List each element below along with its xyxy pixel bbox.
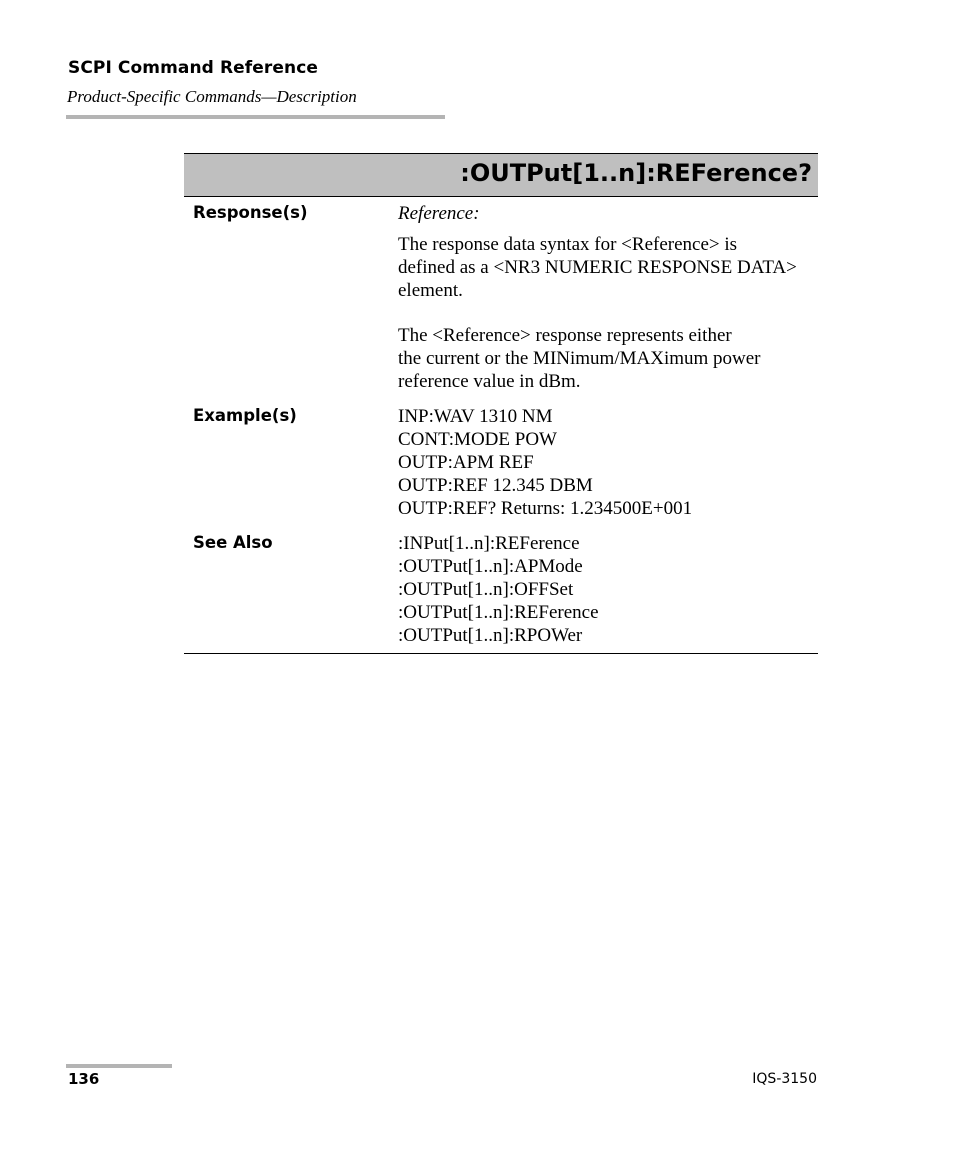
response-text-line: reference value in dBm. [398,371,581,392]
response-text-line: element. [398,280,463,301]
page-number: 136 [68,1070,100,1088]
see-also-link: :OUTPut[1..n]:RPOWer [398,625,583,646]
response-label: Response(s) [193,203,308,222]
see-also-link: :OUTPut[1..n]:REFerence [398,602,599,623]
response-text-line: The <Reference> response represents either [398,325,732,346]
command-title: :OUTPut[1..n]:REFerence? [460,159,812,187]
section-subtitle: Product-Specific Commands—Description [67,87,357,106]
footer-divider [66,1064,172,1068]
response-body [398,202,818,393]
see-also-body [398,532,818,647]
example-line: OUTP:APM REF [398,452,534,473]
response-name: Reference: [398,203,480,224]
see-also-link: :OUTPut[1..n]:OFFSet [398,579,574,600]
section-title: SCPI Command Reference [68,58,319,78]
example-line: OUTP:REF? Returns: 1.234500E+001 [398,498,693,519]
product-name: IQS-3150 [752,1071,817,1087]
header-divider [66,115,445,119]
example-line: OUTP:REF 12.345 DBM [398,475,593,496]
response-text-line: defined as a <NR3 NUMERIC RESPONSE DATA> [398,257,797,278]
response-text-line: the current or the MINimum/MAXimum power [398,348,761,369]
command-header-band [184,153,818,197]
response-text-line: The response data syntax for <Reference> is [398,234,738,255]
examples-body [398,405,818,520]
see-also-link: :OUTPut[1..n]:APMode [398,556,583,577]
example-line: CONT:MODE POW [398,429,557,450]
see-also-label: See Also [193,533,273,552]
table-bottom-divider [184,653,818,654]
example-line: INP:WAV 1310 NM [398,406,553,427]
examples-label: Example(s) [193,406,297,425]
see-also-link: :INPut[1..n]:REFerence [398,533,580,554]
